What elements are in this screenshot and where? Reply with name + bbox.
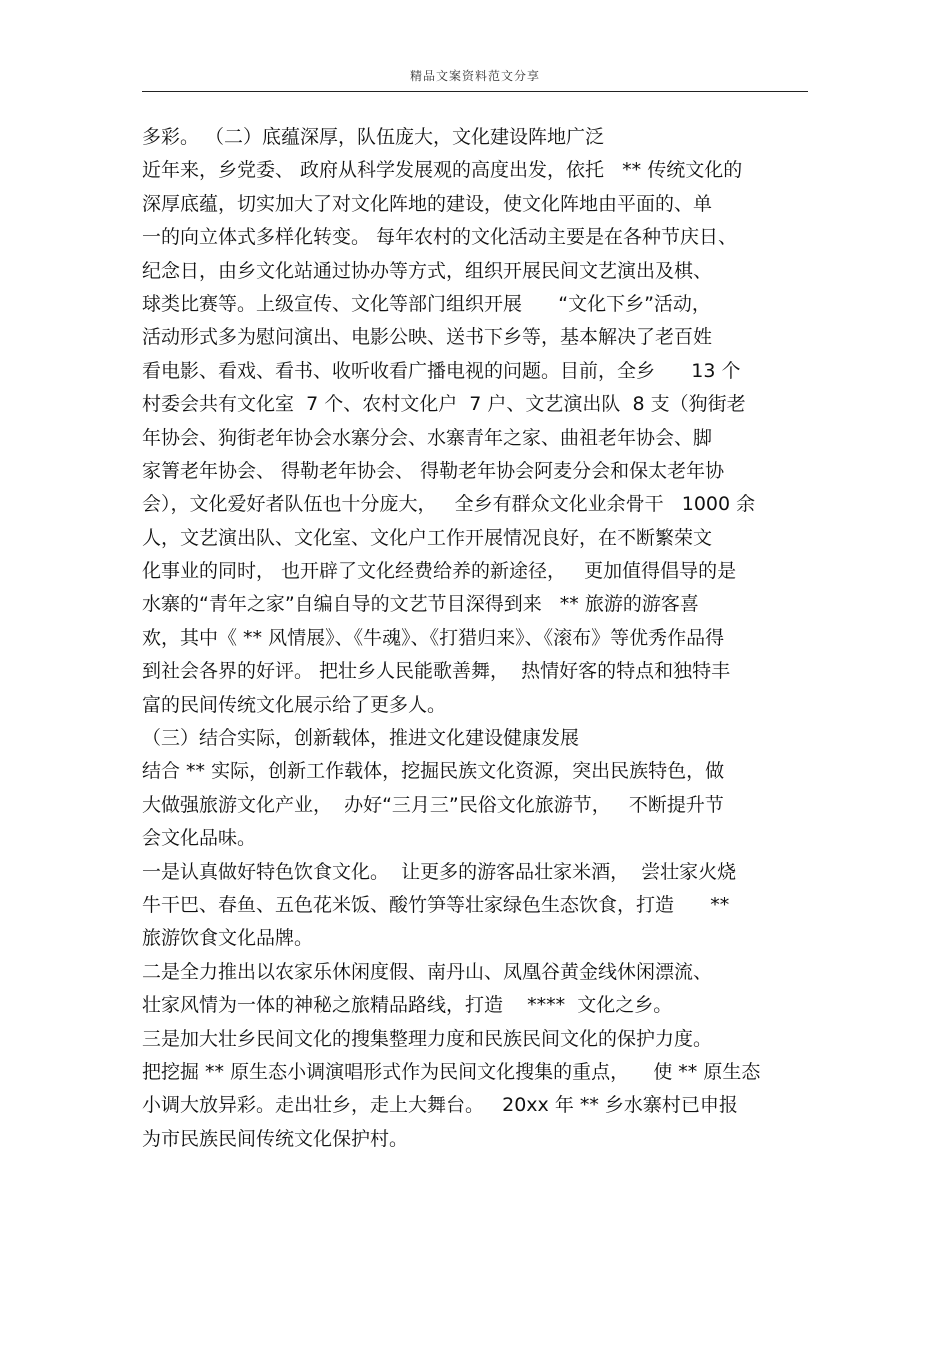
document-body: [142, 121, 822, 1156]
text-line: 到社会各界的好评。 把壮乡人民能歌善舞， 热情好客的特点和独特丰: [142, 660, 731, 683]
text-line: 壮家风情为一体的神秘之旅精品路线，打造 **** 文化之乡。: [142, 994, 673, 1017]
text-line: 人，文艺演出队、文化室、文化户工作开展情况良好，在不断繁荣文: [142, 526, 713, 549]
header-divider: [142, 91, 808, 92]
text-line: 化事业的同时， 也开辟了文化经费给养的新途径， 更加值得倡导的是: [142, 560, 737, 583]
text-line: 旅游饮食文化品牌。: [142, 927, 314, 950]
text-line: 年协会、狗街老年协会水寨分会、水寨青年之家、曲祖老年协会、脚: [142, 426, 713, 449]
text-line: 大做强旅游文化产业， 办好“三月三”民俗文化旅游节， 不断提升节: [142, 793, 724, 816]
text-line: 一是认真做好特色饮食文化。 让更多的游客品壮家米酒， 尝壮家火烧: [142, 860, 737, 883]
text-line: 近年来，乡党委、 政府从科学发展观的高度出发，依托 ** 传统文化的: [142, 159, 743, 182]
text-line: 为市民族民间传统文化保护村。: [142, 1127, 409, 1150]
text-line: 会文化品味。: [142, 827, 257, 850]
section-heading: （三）结合实际，创新载体，推进文化建设健康发展: [142, 727, 580, 750]
page-header: 精品文案资料范文分享: [409, 69, 540, 83]
text-line: 三是加大壮乡民间文化的搜集整理力度和民族民间文化的保护力度。: [142, 1027, 713, 1050]
text-line: 活动形式多为慰问演出、电影公映、送书下乡等，基本解决了老百姓: [142, 326, 713, 349]
text-line: 富的民间传统文化展示给了更多人。: [142, 693, 447, 716]
text-line: 家箐老年协会、 得勒老年协会、 得勒老年协会阿麦分会和保太老年协: [142, 459, 725, 482]
text-line: 水寨的“青年之家”自编自导的文艺节目深得到来 ** 旅游的游客喜: [142, 593, 699, 616]
text-line: 球类比赛等。上级宣传、文化等部门组织开展 “文化下乡”活动，: [142, 292, 711, 315]
text-line: 多彩。 （二）底蕴深厚，队伍庞大，文化建设阵地广泛: [142, 126, 605, 148]
text-line: 牛干巴、春鱼、五色花米饭、酸竹笋等壮家绿色生态饮食，打造 **: [142, 893, 730, 916]
text-line: 纪念日，由乡文化站通过协办等方式，组织开展民间文艺演出及棋、: [142, 259, 713, 282]
text-line: 村委会共有文化室 7 个、农村文化户 7 户、文艺演出队 8 支（狗街老: [142, 393, 746, 416]
text-line: 把挖掘 ** 原生态小调演唱形式作为民间文化搜集的重点， 使 ** 原生态: [142, 1060, 761, 1083]
text-line: 小调大放异彩。走出壮乡，走上大舞台。 20xx 年 ** 乡水寨村已申报: [142, 1094, 738, 1117]
text-line: 看电影、看戏、看书、收听收看广播电视的问题。目前，全乡 13 个: [142, 359, 741, 382]
text-line: 结合 ** 实际，创新工作载体，挖掘民族文化资源，突出民族特色，做: [142, 760, 725, 783]
text-line: 一的向立体式多样化转变。 每年农村的文化活动主要是在各种节庆日、: [142, 226, 738, 249]
text-line: 欢，其中《 ** 风情展》、《牛魂》、《打猎归来》、《滚布》等优秀作品得: [142, 626, 725, 649]
text-line: 二是全力推出以农家乐休闲度假、南丹山、凤凰谷黄金线休闲漂流、: [142, 960, 713, 983]
text-line: 会），文化爱好者队伍也十分庞大， 全乡有群众文化业余骨干 1000 余: [142, 493, 756, 516]
text-line: 深厚底蕴，切实加大了对文化阵地的建设，使文化阵地由平面的、单: [142, 192, 713, 215]
